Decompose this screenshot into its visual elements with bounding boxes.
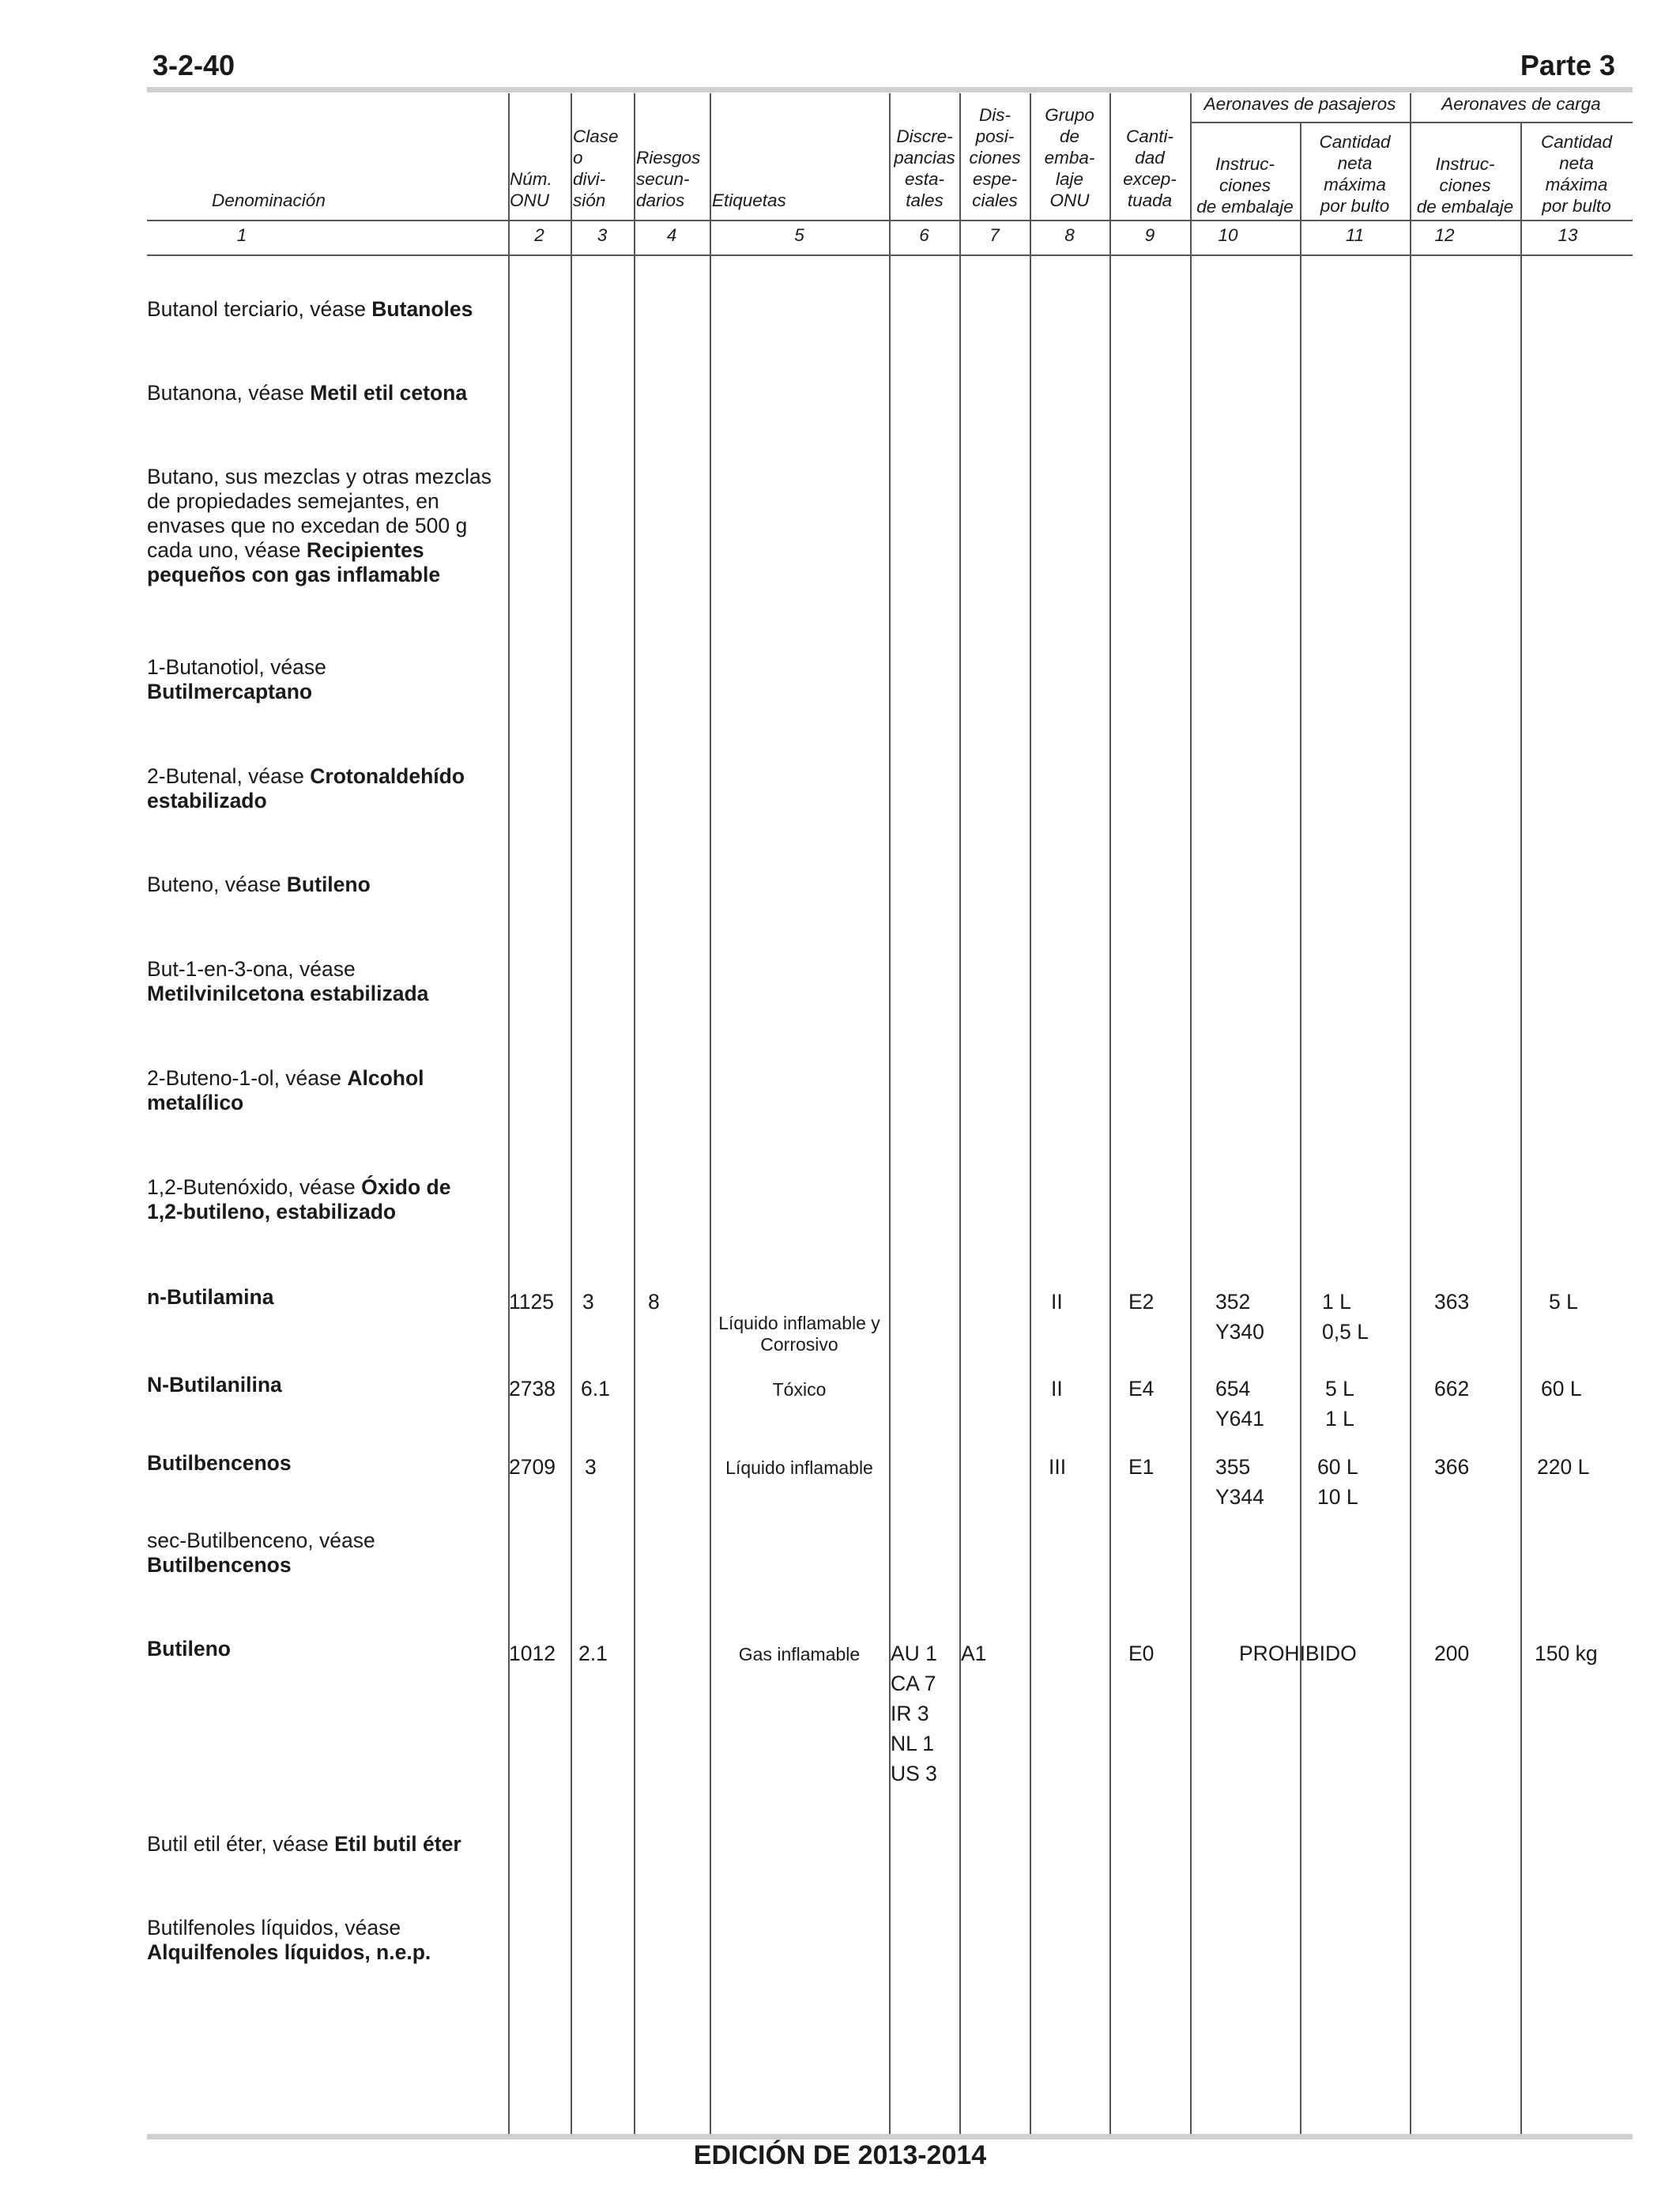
class-division: 3 [582, 1290, 594, 1314]
special-provisions: A1 [961, 1642, 987, 1665]
bottom-rule [147, 2134, 1633, 2139]
secondary-risk: 8 [648, 1290, 660, 1314]
onu-number: 2738 [509, 1377, 556, 1400]
column-number: 4 [666, 225, 677, 245]
page-number: 3-2-40 [153, 49, 235, 81]
entry-name: Butileno [147, 1637, 231, 1661]
header-pas-instrucciones: Instruc- ciones de embalaje [1196, 154, 1294, 217]
header-aeronaves-carga: Aeronaves de carga [1441, 94, 1601, 114]
pax-packing-instruction: 352 Y340 [1215, 1290, 1264, 1344]
onu-number: 1125 [509, 1290, 554, 1314]
cargo-max-quantity: 60 L [1541, 1377, 1582, 1400]
packing-group: II [1051, 1290, 1063, 1314]
col-divider [1300, 122, 1301, 2134]
pax-prohibited: PROHIBIDO [1239, 1642, 1357, 1665]
col-divider [1190, 93, 1192, 2134]
part-label: Parte 3 [1520, 49, 1615, 81]
column-number: 13 [1558, 225, 1578, 245]
pax-max-quantity: 1 L 0,5 L [1322, 1290, 1369, 1344]
header-etiquetas: Etiquetas [712, 190, 786, 210]
col-divider [710, 93, 711, 2134]
packing-group: III [1049, 1455, 1067, 1479]
cargo-max-quantity: 220 L [1537, 1455, 1590, 1479]
excepted-quantity: E1 [1128, 1455, 1155, 1479]
label-text: Tóxico [772, 1379, 827, 1400]
col-divider [571, 93, 572, 2134]
entry-name: 2-Butenal, véase Crotonaldehído estabilizado [147, 764, 465, 812]
excepted-quantity: E4 [1128, 1377, 1155, 1400]
col-divider [634, 93, 635, 2134]
class-division: 3 [585, 1455, 597, 1479]
header-aeronaves-pasajeros: Aeronaves de pasajeros [1203, 94, 1396, 114]
entry-name: Butano, sus mezclas y otras mezclas de propiedades semejantes, en envases que no excedan de 500 g cada uno, véase Recipientes pequeños con gas inflamable [147, 465, 492, 586]
packing-group: II [1051, 1377, 1063, 1400]
column-number: 8 [1064, 225, 1075, 245]
header-discrepancias: Discre- pancias esta- tales [894, 126, 955, 210]
label-text: Líquido inflamable y Corrosivo [718, 1313, 880, 1355]
cargo-packing-instruction: 662 [1434, 1377, 1470, 1400]
cargo-packing-instruction: 200 [1434, 1642, 1470, 1665]
col-divider [959, 93, 961, 2134]
onu-number: 2709 [509, 1455, 556, 1479]
pax-max-quantity: 60 L 10 L [1317, 1455, 1358, 1509]
pax-packing-instruction: 355 Y344 [1215, 1455, 1264, 1509]
label-text: Líquido inflamable [725, 1457, 873, 1478]
column-number: 3 [597, 225, 608, 245]
header-cantidad-exceptuada: Canti- dad excep- tuada [1123, 126, 1177, 210]
cargo-max-quantity: 5 L [1549, 1290, 1578, 1314]
column-number: 11 [1345, 225, 1365, 245]
entry-name: 1-Butanotiol, véase Butilmercaptano [147, 655, 326, 703]
header-car-cantidad: Cantidad neta máxima por bulto [1540, 132, 1613, 216]
entry-name: sec-Butilbenceno, véase Butilbencenos [147, 1529, 375, 1577]
aircraft-group-rule [1190, 122, 1633, 123]
col-divider [1410, 93, 1411, 2134]
pax-max-quantity: 5 L 1 L [1325, 1377, 1354, 1431]
cargo-max-quantity: 150 kg [1535, 1642, 1598, 1665]
col-divider [889, 93, 891, 2134]
cargo-packing-instruction: 366 [1434, 1455, 1470, 1479]
header-onu: Núm. ONU [510, 169, 552, 210]
col-divider [1520, 122, 1522, 2134]
header-disposiciones: Dis- posi- ciones espe- ciales [969, 105, 1021, 210]
onu-number: 1012 [509, 1642, 556, 1665]
state-variations: AU 1 CA 7 IR 3 NL 1 US 3 [891, 1642, 937, 1785]
class-division: 6.1 [581, 1377, 610, 1400]
entry-name: Butil etil éter, véase Etil butil éter [147, 1832, 461, 1856]
entry-name: n-Butilamina [147, 1285, 274, 1309]
column-number: 1 [236, 225, 247, 245]
entry-name: Butanol terciario, véase Butanoles [147, 297, 473, 321]
column-number: 2 [534, 225, 544, 245]
entry-name: 1,2-Butenóxido, véase Óxido de 1,2-butileno, estabilizado [147, 1175, 451, 1223]
column-number: 6 [919, 225, 929, 245]
entry-name: Butilbencenos [147, 1451, 292, 1475]
col-divider [1109, 93, 1111, 2134]
column-number: 12 [1434, 225, 1455, 245]
header-grupo: Grupo de emba- laje ONU [1044, 105, 1095, 210]
entry-name: Butilfenoles líquidos, véase Alquilfenoles líquidos, n.e.p. [147, 1916, 431, 1964]
col-divider [1030, 93, 1031, 2134]
entry-name: N-Butilanilina [147, 1373, 282, 1397]
top-rule [147, 87, 1633, 92]
column-number: 7 [989, 225, 1000, 245]
cargo-packing-instruction: 363 [1434, 1290, 1470, 1314]
excepted-quantity: E0 [1128, 1642, 1155, 1665]
class-division: 2.1 [578, 1642, 608, 1665]
excepted-quantity: E2 [1128, 1290, 1155, 1314]
col-divider [508, 93, 510, 2134]
header-car-instrucciones: Instruc- ciones de embalaje [1416, 154, 1514, 217]
header-clase: Clase o divi- sión [573, 126, 619, 210]
header-riesgos: Riesgos secun- darios [636, 148, 701, 210]
entry-name: 2-Buteno-1-ol, véase Alcohol metalílico [147, 1066, 424, 1114]
column-number: 9 [1144, 225, 1155, 245]
header-denominacion: Denominación [212, 190, 326, 210]
column-number: 5 [794, 225, 804, 245]
entry-name: Buteno, véase Butileno [147, 873, 371, 896]
header-pas-cantidad: Cantidad neta máxima por bulto [1319, 132, 1391, 216]
label-text: Gas inflamable [738, 1644, 861, 1664]
column-number: 10 [1218, 225, 1238, 245]
entry-name: Butanona, véase Metil etil cetona [147, 381, 468, 405]
pax-packing-instruction: 654 Y641 [1215, 1377, 1264, 1431]
entry-name: But-1-en-3-ona, véase Metilvinilcetona estabilizada [147, 957, 429, 1005]
edition-footer: EDICIÓN DE 2013-2014 [693, 2140, 987, 2170]
